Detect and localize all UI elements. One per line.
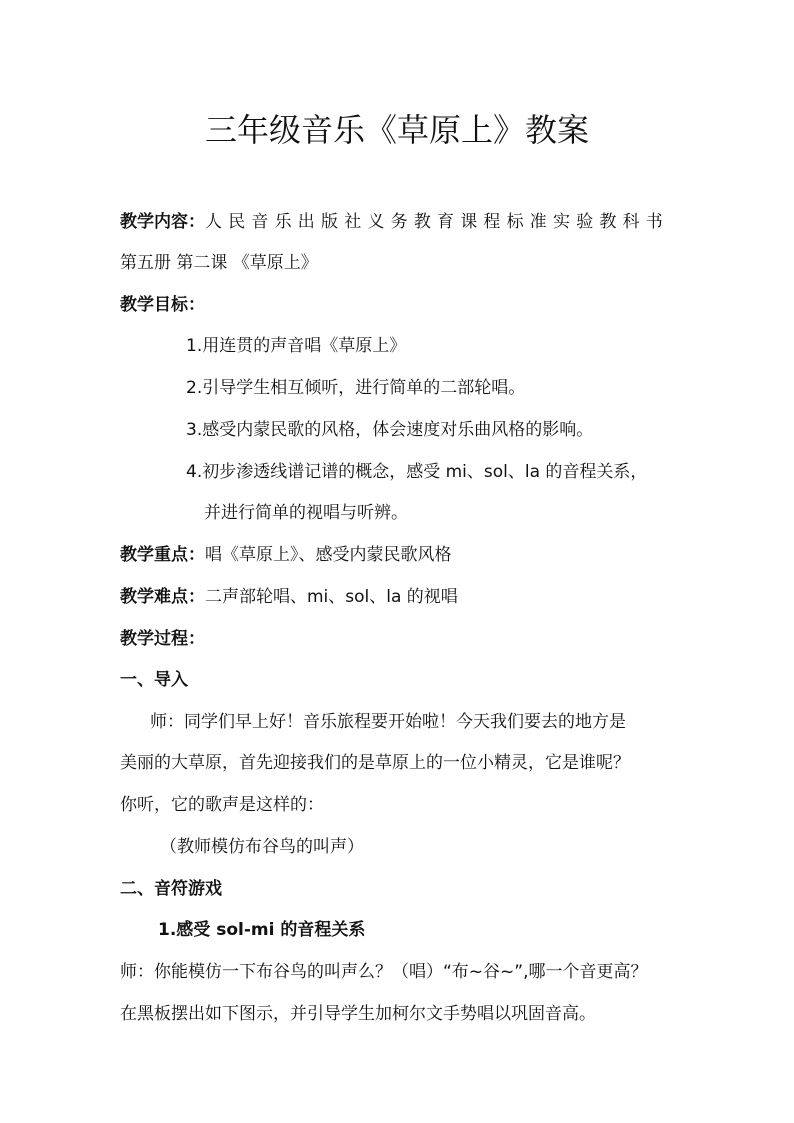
section-2-subheading: 1.感受 sol-mi 的音程关系 [158, 920, 366, 940]
section-2-para-line-1: 师：你能模仿一下布谷鸟的叫声么？（唱）“布~谷~”,哪一个音更高？ [120, 962, 648, 982]
section-1-heading: 一、导入 [120, 670, 188, 690]
section-2-para-line-2: 在黑板摆出如下图示，并引导学生加柯尔文手势唱以巩固音高。 [120, 1004, 596, 1024]
content-line-1 [120, 210, 669, 234]
difficulties-label: 教学难点： [120, 587, 205, 607]
section-2-heading: 二、音符游戏 [120, 879, 222, 899]
goal-item-3: 3.感受内蒙民歌的风格，体会速度对乐曲风格的影响。 [186, 420, 594, 440]
goal-item-4-continued: 并进行简单的视唱与听辨。 [204, 503, 408, 523]
goal-item-4: 4.初步渗透线谱记谱的概念，感受 mi、sol、la 的音程关系， [186, 462, 648, 482]
key-points-text: 唱《草原上》、感受内蒙民歌风格 [205, 545, 452, 565]
key-points-label: 教学重点： [120, 545, 205, 565]
goals-label: 教学目标： [120, 295, 205, 315]
page-title: 三年级音乐《草原上》教案 [204, 111, 589, 149]
difficulties-line [120, 585, 458, 609]
goal-item-1: 1.用连贯的声音唱《草原上》 [186, 336, 407, 356]
section-1-para-line-2: 美丽的大草原，首先迎接我们的是草原上的一位小精灵，它是谁呢？ [120, 753, 630, 773]
content-label: 教学内容： [120, 212, 205, 232]
goal-item-2: 2.引导学生相互倾听，进行简单的二部轮唱。 [186, 378, 526, 398]
process-label: 教学过程： [120, 629, 205, 649]
content-text: 人民音乐出版社义务教育课程标准实验教科书 [205, 212, 669, 232]
key-points-line [120, 543, 452, 567]
section-1-para-line-1: 师：同学们早上好！音乐旅程要开始啦！今天我们要去的地方是 [150, 712, 626, 732]
content-line-2: 第五册 第二课 《草原上》 [120, 253, 318, 273]
difficulties-text: 二声部轮唱、mi、sol、la 的视唱 [205, 587, 458, 607]
section-1-note: （教师模仿布谷鸟的叫声） [160, 837, 364, 857]
section-1-para-line-3: 你听，它的歌声是这样的： [120, 795, 324, 815]
